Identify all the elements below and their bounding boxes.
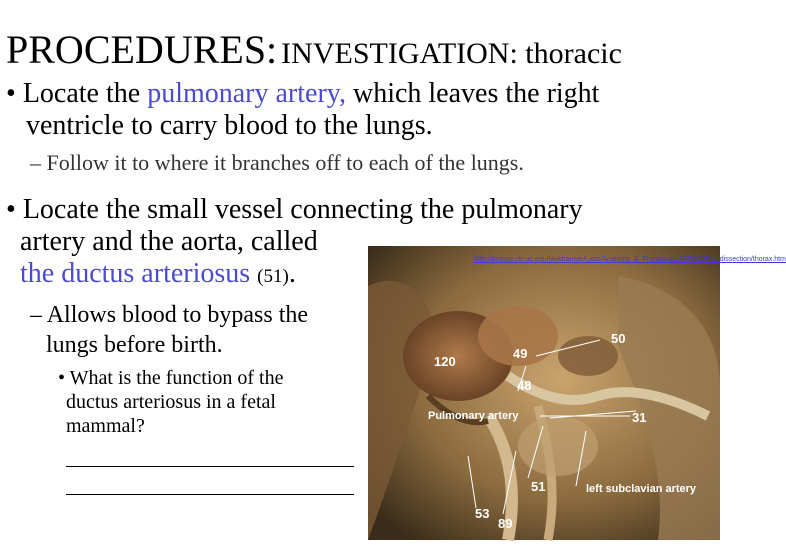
question-line2: ductus arteriosus in a fetal <box>66 391 276 413</box>
question-function <box>58 366 358 438</box>
answer-line-1 <box>66 466 354 467</box>
label-50: 50 <box>611 331 626 346</box>
label-53: 53 <box>475 506 490 521</box>
label-120: 120 <box>434 354 456 369</box>
subbullet-bypass <box>30 300 360 360</box>
bullet1-line2: ventricle to carry blood to the lungs. <box>26 110 433 141</box>
sub1-text: Follow it to where it branches off to each of the lungs. <box>46 150 524 175</box>
label-left-subclavian-artery: left subclavian artery <box>586 483 697 495</box>
label-51: 51 <box>531 479 546 494</box>
dissection-photo <box>368 246 720 540</box>
bullet2-end: . <box>288 258 296 289</box>
label-89: 89 <box>498 516 513 531</box>
sub2-line1: Allows blood to bypass the <box>46 302 309 328</box>
bullet-pulmonary-artery <box>6 78 706 142</box>
bullet-mark: • <box>6 194 16 225</box>
title-procedures: PROCEDURES: <box>6 27 278 72</box>
sub2-line2: lungs before birth. <box>46 332 223 358</box>
bullet-mark: • <box>58 367 66 389</box>
bullet-mark: • <box>6 78 16 109</box>
slide-title <box>6 27 622 72</box>
label-49: 49 <box>513 346 528 361</box>
pulmonary-artery-term: pulmonary artery, <box>147 78 346 109</box>
bullet2-line2: artery and the aorta, called <box>20 226 318 257</box>
question-line1: What is the function of the <box>69 367 284 389</box>
title-investigation: INVESTIGATION: thoracic <box>281 37 622 70</box>
label-pulmonary-artery: Pulmonary artery <box>428 410 519 422</box>
label-31: 31 <box>632 410 647 425</box>
ductus-ref-number: (51) <box>257 266 289 287</box>
dash-mark: – <box>30 302 42 328</box>
bullet1-rest: which leaves the right <box>345 78 600 109</box>
dissection-image <box>368 246 720 540</box>
ductus-arteriosus-term: the ductus arteriosus <box>20 258 251 289</box>
bullet1-prefix: Locate the <box>22 78 148 109</box>
bullet2-line1: Locate the small vessel connecting the pulmonary <box>22 194 583 225</box>
source-link[interactable]: http://biology.clc.uc.edu/fankhauser/Labs/Anatomy_&_Physiology/A&P202/Pig_dissection/thorax.htm <box>474 256 786 263</box>
label-48: 48 <box>517 378 532 393</box>
question-line3: mammal? <box>66 415 145 437</box>
subbullet-follow <box>30 150 710 176</box>
answer-line-2 <box>66 494 354 495</box>
dash-mark: – <box>30 150 41 175</box>
